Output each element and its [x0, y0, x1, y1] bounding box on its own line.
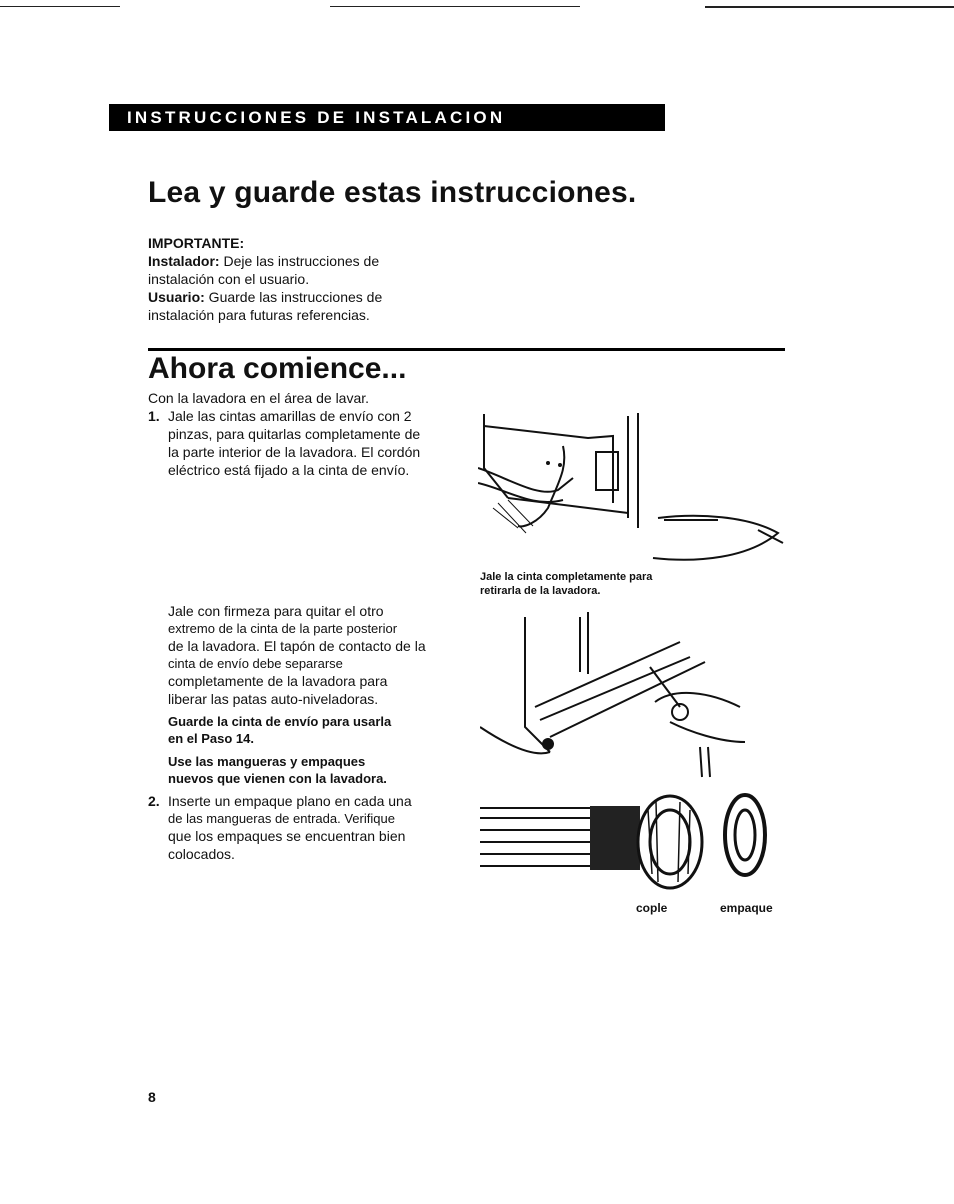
- top-rule: [705, 6, 954, 8]
- section-banner: INSTRUCCIONES DE INSTALACION: [109, 104, 665, 131]
- step-1-line: pinzas, para quitarlas completamente de: [168, 426, 421, 442]
- pull-line: liberar las patas auto-niveladoras.: [168, 691, 379, 707]
- installer-label: Instalador:: [148, 253, 220, 269]
- save-note-line: en el Paso 14.: [168, 731, 254, 746]
- page-title: Lea y guarde estas instrucciones.: [148, 176, 637, 209]
- step-2-line: colocados.: [168, 846, 235, 862]
- coupling-label: cople: [636, 901, 668, 915]
- use-note-line: Use las mangueras y empaques: [168, 754, 366, 769]
- step-2-line: que los empaques se encuentran bien: [168, 828, 406, 844]
- step-1-line: la parte interior de la lavadora. El cordón: [168, 444, 421, 460]
- step-1-line: eléctrico está fijado a la cinta de envío.: [168, 462, 410, 478]
- save-note-line: Guarde la cinta de envío para usarla: [168, 714, 392, 729]
- page-number: 8: [148, 1089, 156, 1105]
- pull-instructions: [168, 602, 468, 708]
- step-number: 2.: [148, 793, 160, 809]
- installer-text-cont: instalación con el usuario.: [148, 271, 310, 287]
- pull-line: completamente de la lavadora para: [168, 673, 388, 689]
- caption-line: Jale la cinta completamente para: [480, 571, 653, 583]
- pull-line: extremo de la cinta de la parte posterior: [168, 621, 398, 636]
- intro-text: Con la lavadora en el área de lavar.: [148, 390, 370, 406]
- user-text: Guarde las instrucciones de: [204, 289, 383, 305]
- installer-text: Deje las instrucciones de: [219, 253, 380, 269]
- important-label: IMPORTANTE:: [148, 235, 245, 251]
- use-note: [168, 753, 387, 787]
- step-1-line: Jale las cintas amarillas de envío con 2: [168, 408, 412, 424]
- section-divider: [148, 348, 785, 351]
- step-2-line: Inserte un empaque plano en cada una: [168, 793, 412, 809]
- washer-label: empaque: [720, 901, 773, 915]
- figure-caption: [480, 570, 652, 598]
- top-rule: [330, 6, 580, 7]
- top-rule: [0, 6, 120, 7]
- section-title: Ahora comience...: [148, 352, 407, 385]
- hose-coupling-illustration: [480, 790, 780, 894]
- step-1: [148, 407, 458, 479]
- step-2: [148, 792, 458, 863]
- caption-line: retirarla de la lavadora.: [480, 585, 601, 597]
- save-note: [168, 713, 391, 747]
- important-block: [148, 234, 448, 324]
- use-note-line: nuevos que vienen con la lavadora.: [168, 771, 387, 786]
- step-2-line: de las mangueras de entrada. Verifique: [168, 811, 395, 826]
- user-label: Usuario:: [148, 289, 205, 305]
- pull-line: cinta de envío debe separarse: [168, 656, 343, 671]
- pull-line: de la lavadora. El tapón de contacto de la: [168, 638, 426, 654]
- step-number: 1.: [148, 408, 160, 424]
- pull-line: Jale con firmeza para quitar el otro: [168, 603, 384, 619]
- strap-removal-illustration: [478, 408, 790, 570]
- rear-washer-illustration: [480, 612, 752, 782]
- user-text-cont: instalación para futuras referencias.: [148, 307, 370, 323]
